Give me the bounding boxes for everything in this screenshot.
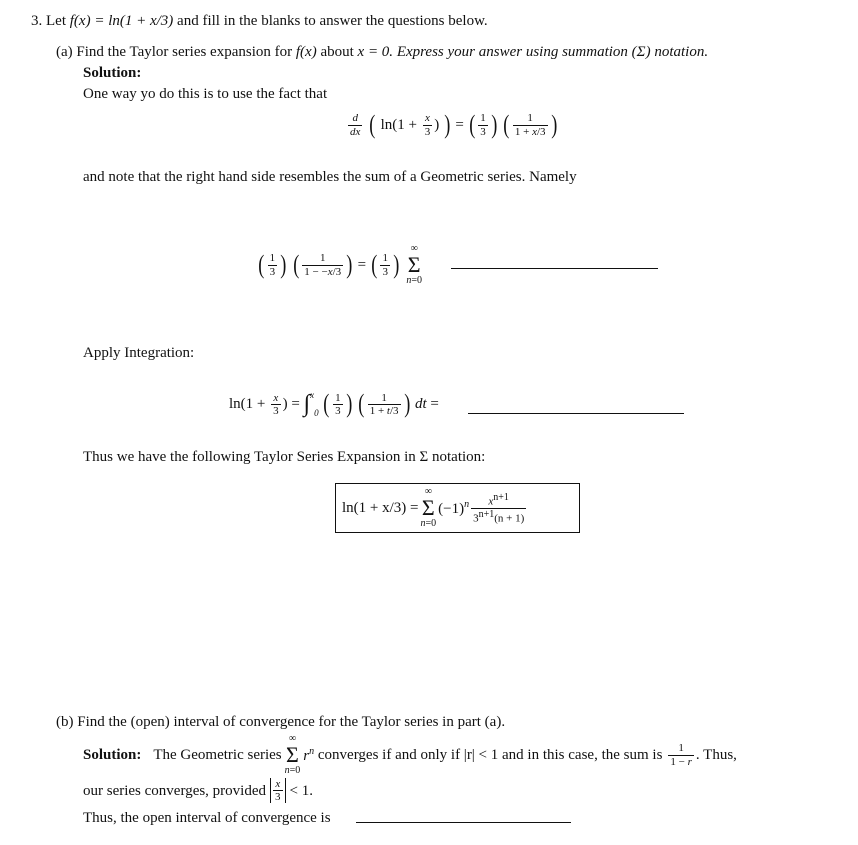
result-lhs: ln(1 + x/3) = — [342, 499, 419, 516]
result-den-exp: n+1 — [478, 508, 495, 520]
r-to-n: $r^n$ — [303, 745, 315, 764]
part-a-x0: x = 0. — [357, 44, 394, 60]
problem-intro-post: and fill in the blanks to answer the questions below. — [177, 13, 488, 29]
part-b-sigma: ∞ Σ n=0 — [284, 733, 301, 776]
problem-number: 3. — [31, 13, 43, 29]
frac-1-3: $\frac{1}{3}$ — [480, 112, 486, 138]
part-a-apply: Apply Integration: — [83, 345, 195, 361]
part-b-solution-label: Solution: — [83, 747, 142, 763]
result-box — [335, 483, 580, 533]
part-b-label: (b) — [56, 714, 74, 730]
part-b-line2 — [83, 778, 313, 803]
part-b-line2-pre: our series converges, provided — [83, 782, 267, 799]
frac-1-3-d: $\frac{1}{3}$ — [335, 391, 341, 417]
part-a-question-italic: Express your answer using summation (Σ) notation. — [396, 44, 709, 60]
frac-1-over-1-plus-t3: $\frac{1}{1 + t/3}$ — [369, 391, 399, 417]
blank-integral-result[interactable] — [468, 413, 684, 414]
part-b-line1 — [83, 734, 737, 776]
result-sigma: ∞ Σ n=0 — [420, 486, 437, 529]
part-b-line1-post: . Thus, — [695, 747, 737, 763]
frac-1-3-c: $\frac{1}{3}$ — [382, 252, 388, 278]
part-a-question-mid: about — [320, 44, 354, 60]
part-a-fx: f(x) — [295, 44, 317, 60]
blank-geometric-series[interactable] — [451, 268, 658, 269]
frac-x-3-b: $\frac{x}{3}$ — [273, 391, 279, 417]
part-b-line2-post: < 1. — [289, 782, 313, 799]
frac-1-over-1-minus-x3: $\frac{1}{1 - -x/3}$ — [304, 252, 342, 278]
equals-sign: = — [455, 117, 464, 133]
ln-expression-b: ln(1 + — [229, 396, 266, 413]
part-a-thus: Thus we have the following Taylor Series Expansion in Σ notation: — [83, 449, 486, 465]
part-b-line3: Thus, the open interval of convergence is — [83, 810, 331, 826]
blank-interval-of-convergence[interactable] — [356, 822, 571, 823]
part-a-label: (a) — [56, 44, 73, 60]
equation-derivative: $\frac{d}{dx}$ ( ln(1 + $\frac{x}{3}$ ) ) = ( $\frac{1}{3}$ ) ( $\frac{1}{1 + x/3}$ ) — [350, 110, 557, 139]
sigma-sum: ∞ Σ n=0 — [406, 243, 423, 286]
part-a-line1: One way yo do this is to use the fact that — [83, 86, 328, 102]
frac-d-dx: $\frac{d}{dx}$ — [350, 112, 361, 138]
equals-sign-b: = — [357, 257, 367, 273]
part-b-question — [56, 713, 505, 731]
result-term-exp: n — [464, 498, 470, 510]
problem-function: f(x) = ln(1 + x/3) — [69, 13, 174, 29]
ln-expression: ln(1 + — [380, 117, 417, 133]
frac-1-3-b: $\frac{1}{3}$ — [269, 252, 276, 278]
part-a-line2: and note that the right hand side resembles the sum of a Geometric series. Namely — [83, 169, 577, 185]
result-term-base: (−1) — [438, 500, 465, 517]
paren-left: ( — [369, 110, 376, 139]
paren-right: ) — [444, 110, 451, 139]
frac-x-3: $\frac{x}{3}$ — [424, 112, 431, 138]
equation-integral: ln(1 + $\frac{x}{3}$ ) = ∫$^x$0 ( $\frac{1}{3}$ ) ( $\frac{1}{1 + t/3}$ ) dt = — [229, 389, 439, 419]
result-term — [438, 499, 469, 518]
part-b-line1-pre: The Geometric series — [153, 747, 282, 763]
integral-sign: ∫$^x$0 — [303, 390, 319, 418]
part-b-question-text: Find the (open) interval of convergence for the Taylor series in part (a). — [77, 714, 506, 730]
abs-x-over-3: $\frac{x}{3}$ — [270, 778, 286, 803]
frac-1-over-1-minus-r: $\frac{1}{1 - r}$ — [670, 742, 692, 768]
part-a-question-pre: Find the Taylor series expansion for — [76, 44, 293, 60]
result-den: 3 — [473, 512, 479, 525]
result-den-tail: (n + 1) — [494, 512, 525, 525]
frac-1-over-1-plus-x3: $\frac{1}{1 + x/3}$ — [514, 112, 546, 138]
result-num-exp: n+1 — [493, 491, 509, 503]
part-a-question — [56, 43, 708, 61]
part-b-line1-mid: converges if and only if |r| < 1 and in this case, the sum is — [317, 747, 663, 763]
problem-intro-pre: Let — [46, 13, 66, 29]
result-num: x — [488, 495, 494, 508]
result-fraction — [471, 492, 526, 525]
dt-equals: dt = — [414, 396, 439, 413]
part-a-solution-label: Solution: — [83, 65, 142, 81]
problem-statement — [31, 12, 488, 30]
equation-geometric: ( $\frac{1}{3}$ ) ( $\frac{1}{1 - -x/3}$ ) = ( $\frac{1}{3}$ ) ∞ Σ n=0 — [258, 243, 423, 286]
